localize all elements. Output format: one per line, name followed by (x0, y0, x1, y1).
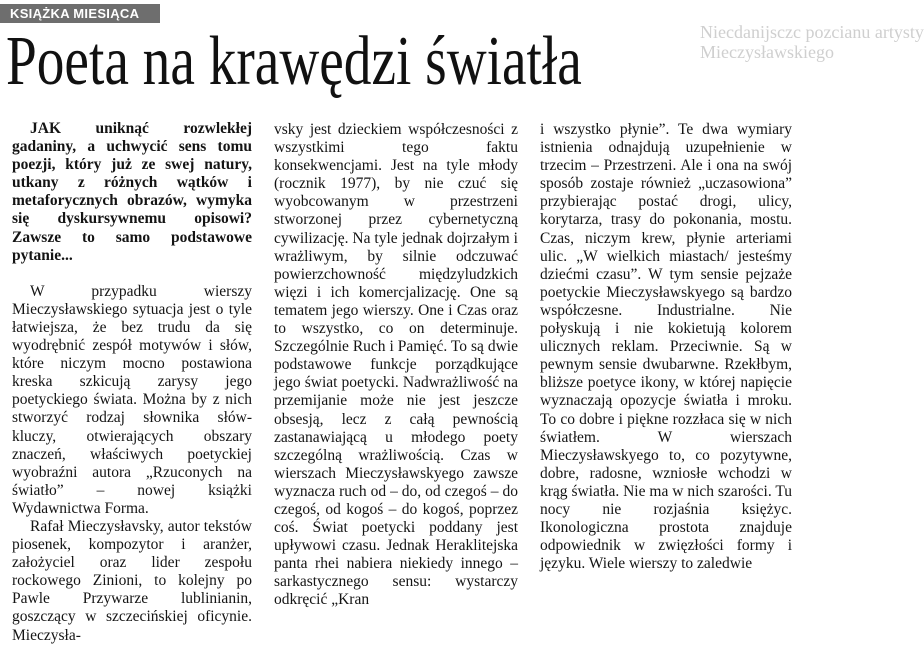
article-lead: JAK uniknąć rozwlekłej gadaniny, a uchwycić sens tomu poezji, który już ze swej natury, utkany z różnych wątków i metaforycznych obrazów, wymyka się dyskursywnemu opisowi? Zawsze to samo podstawowe pytanie... (12, 120, 252, 264)
bleed-through-text: Niecdanijsczc pozcianu artysty (700, 22, 924, 42)
bleed-through-text-2: Mieczysławskiego (700, 42, 834, 62)
paragraph: i wszystko płynie”. Te dwa wymiary istnienia odnajdują uzupełnienie w trzecim – Przestrzeni. Ale i ona na swój sposób zostaje również „uczasowiona” przybierając postać drogi, ulicy, korytarza, trasy do pokonania, mostu. Czas, niczym krew, płynie arteriami ulic. „W wielkich miastach/ jesteśmy dziećmi czasu”. W tym sensie pejzaże poetyckie Mieczysławskyego są bardzo współczesne. Industrialne. Nie połyskują i nie kokietują kolorem ulicznych reklam. Przeciwnie. Są w pewnym sensie dwubarwne. Rzekłbym, bliższe poetyce ikony, w której napięcie wyznaczają opozycje światła i mroku. To co dobre i piękne rozzłaca się w nich światłem. W wierszach Mieczysławskyego to, co pozytywne, dobre, radosne, wzniosłe wchodzi w krąg światła. Nie ma w nich szarości. Tu nocy nie rozjaśnia księżyc. Ikonologiczna prostota znajduje odpowiednik w zwięzłości formy i języku. Wiele wierszy to zaledwie (540, 121, 792, 573)
paragraph: vsky jest dzieckiem współczesności z wszystkimi tego faktu konsekwencjami. Jest na tyle młody (rocznik 1977), by nie czuć się wyobcowanym w przestrzeni stworzonej przez cybernetyczną cywilizację. Na tyle jednak dojrzałym i wrażliwym, by silnie odczuwać powierzchowność międzyludzkich więzi i ich komercjalizację. One są tematem jego wierszy. One i Czas oraz to wszystko, co on determinuje. Szczególnie Ruch i Pamięć. To są dwie podstawowe funkcje porządkujące jego świat poetycki. Nadwrażliwość na przemijanie może nie jest jeszcze obsesją, lecz z całą pewnością zastanawiającą u młodego poety szczególną wrażliwością. Czas w wierszach Mieczysławskyego zawsze wyznacza ruch od – do, od czegoś – do czegoś, od kogoś – do kogoś, poprzez coś. Świat poetycki poddany jest upływowi czasu. Jednak Heraklitejska panta rhei nabiera niekiedy innego – sarkastycznego sensu: wystarczy odkręcić „Kran (274, 121, 518, 609)
column-2 (274, 121, 518, 610)
column-1 (12, 120, 252, 645)
section-label: KSIĄŻKA MIESIĄCA (0, 4, 160, 23)
column-3 (540, 121, 792, 573)
paragraph: W przypadku wierszy Mieczysławskiego sytuacja jest o tyle łatwiejsza, że bez trudu da się wyodrębnić zespół motywów i słów, które niczym mocno postawiona kreska szkicują zarysy jego poetyckiego świata. Można by z nich stworzyć rodzaj słownika słów-kluczy, otwierających obszary znaczeń, właściwych poetyckiej wyobraźni autora „Rzuconych na światło” – nowej książki Wydawnictwa Forma. (12, 282, 252, 517)
article-headline: Poeta na krawędzi światła (6, 23, 582, 100)
paragraph: Rafał Mieczysłavsky, autor tekstów piosenek, kompozytor i aranżer, założyciel oraz lider zespołu rockowego Zinioni, to kolejny po Pawle Przywarze lublinianin, goszczący w szczecińskiej oficynie. Mieczysła- (12, 517, 252, 644)
